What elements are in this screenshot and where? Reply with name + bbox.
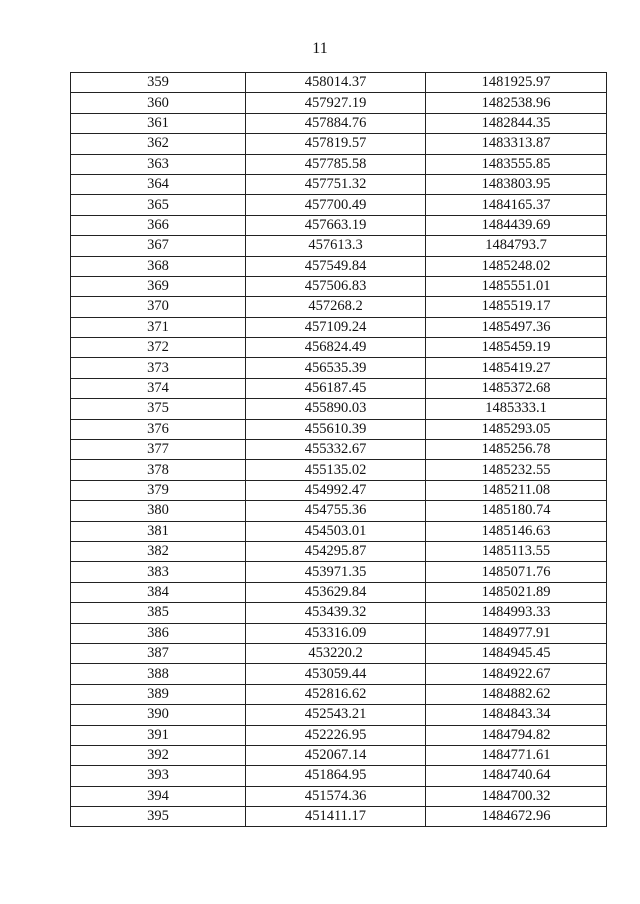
x-coordinate-cell: 458014.37: [246, 73, 426, 93]
point-number-cell: 369: [71, 276, 246, 296]
table-row: [71, 174, 607, 194]
x-coordinate-cell: 453059.44: [246, 664, 426, 684]
y-coordinate-cell: 1485256.78: [426, 440, 607, 460]
x-coordinate-cell: 457506.83: [246, 276, 426, 296]
table-row: [71, 236, 607, 256]
y-coordinate-cell: 1484922.67: [426, 664, 607, 684]
x-coordinate-cell: 455332.67: [246, 440, 426, 460]
point-number-cell: 372: [71, 338, 246, 358]
y-coordinate-cell: 1484843.34: [426, 705, 607, 725]
point-number-cell: 386: [71, 623, 246, 643]
x-coordinate-cell: 457700.49: [246, 195, 426, 215]
x-coordinate-cell: 453316.09: [246, 623, 426, 643]
x-coordinate-cell: 456535.39: [246, 358, 426, 378]
x-coordinate-cell: 452226.95: [246, 725, 426, 745]
table-row: [71, 807, 607, 827]
y-coordinate-cell: 1485232.55: [426, 460, 607, 480]
point-number-cell: 375: [71, 399, 246, 419]
x-coordinate-cell: 456824.49: [246, 338, 426, 358]
table-row: [71, 460, 607, 480]
y-coordinate-cell: 1485372.68: [426, 378, 607, 398]
y-coordinate-cell: 1485293.05: [426, 419, 607, 439]
y-coordinate-cell: 1484793.7: [426, 236, 607, 256]
table-row: [71, 73, 607, 93]
x-coordinate-cell: 453971.35: [246, 562, 426, 582]
table-row: [71, 440, 607, 460]
x-coordinate-cell: 452543.21: [246, 705, 426, 725]
table-row: [71, 317, 607, 337]
y-coordinate-cell: 1485551.01: [426, 276, 607, 296]
point-number-cell: 379: [71, 480, 246, 500]
table-row: [71, 256, 607, 276]
table-row: [71, 745, 607, 765]
table-row: [71, 134, 607, 154]
table-row: [71, 113, 607, 133]
table-row: [71, 603, 607, 623]
x-coordinate-cell: 451411.17: [246, 807, 426, 827]
y-coordinate-cell: 1485211.08: [426, 480, 607, 500]
y-coordinate-cell: 1484945.45: [426, 643, 607, 663]
point-number-cell: 377: [71, 440, 246, 460]
y-coordinate-cell: 1485333.1: [426, 399, 607, 419]
table-row: [71, 643, 607, 663]
point-number-cell: 390: [71, 705, 246, 725]
x-coordinate-cell: 457109.24: [246, 317, 426, 337]
table-body: [71, 73, 607, 827]
point-number-cell: 382: [71, 541, 246, 561]
point-number-cell: 387: [71, 643, 246, 663]
point-number-cell: 361: [71, 113, 246, 133]
point-number-cell: 363: [71, 154, 246, 174]
y-coordinate-cell: 1485146.63: [426, 521, 607, 541]
table-row: [71, 664, 607, 684]
point-number-cell: 360: [71, 93, 246, 113]
x-coordinate-cell: 457613.3: [246, 236, 426, 256]
x-coordinate-cell: 454295.87: [246, 541, 426, 561]
point-number-cell: 388: [71, 664, 246, 684]
point-number-cell: 370: [71, 297, 246, 317]
y-coordinate-cell: 1484740.64: [426, 766, 607, 786]
point-number-cell: 384: [71, 582, 246, 602]
point-number-cell: 391: [71, 725, 246, 745]
table-row: [71, 786, 607, 806]
y-coordinate-cell: 1484672.96: [426, 807, 607, 827]
table-row: [71, 195, 607, 215]
table-row: [71, 338, 607, 358]
point-number-cell: 371: [71, 317, 246, 337]
x-coordinate-cell: 455890.03: [246, 399, 426, 419]
point-number-cell: 381: [71, 521, 246, 541]
y-coordinate-cell: 1483313.87: [426, 134, 607, 154]
table-row: [71, 399, 607, 419]
y-coordinate-cell: 1485071.76: [426, 562, 607, 582]
y-coordinate-cell: 1484882.62: [426, 684, 607, 704]
y-coordinate-cell: 1482538.96: [426, 93, 607, 113]
table-row: [71, 358, 607, 378]
point-number-cell: 367: [71, 236, 246, 256]
point-number-cell: 378: [71, 460, 246, 480]
y-coordinate-cell: 1483555.85: [426, 154, 607, 174]
x-coordinate-cell: 453439.32: [246, 603, 426, 623]
y-coordinate-cell: 1484165.37: [426, 195, 607, 215]
x-coordinate-cell: 457268.2: [246, 297, 426, 317]
x-coordinate-cell: 452067.14: [246, 745, 426, 765]
x-coordinate-cell: 454503.01: [246, 521, 426, 541]
y-coordinate-cell: 1485248.02: [426, 256, 607, 276]
y-coordinate-cell: 1484794.82: [426, 725, 607, 745]
point-number-cell: 389: [71, 684, 246, 704]
table-row: [71, 541, 607, 561]
x-coordinate-cell: 457549.84: [246, 256, 426, 276]
table-row: [71, 521, 607, 541]
y-coordinate-cell: 1485180.74: [426, 501, 607, 521]
x-coordinate-cell: 454755.36: [246, 501, 426, 521]
y-coordinate-cell: 1484439.69: [426, 215, 607, 235]
table-row: [71, 582, 607, 602]
x-coordinate-cell: 455135.02: [246, 460, 426, 480]
y-coordinate-cell: 1485419.27: [426, 358, 607, 378]
point-number-cell: 385: [71, 603, 246, 623]
point-number-cell: 373: [71, 358, 246, 378]
table-row: [71, 766, 607, 786]
page-number: 11: [312, 40, 328, 57]
table-row: [71, 297, 607, 317]
y-coordinate-cell: 1485113.55: [426, 541, 607, 561]
y-coordinate-cell: 1485021.89: [426, 582, 607, 602]
y-coordinate-cell: 1485519.17: [426, 297, 607, 317]
x-coordinate-cell: 451864.95: [246, 766, 426, 786]
x-coordinate-cell: 455610.39: [246, 419, 426, 439]
x-coordinate-cell: 452816.62: [246, 684, 426, 704]
point-number-cell: 362: [71, 134, 246, 154]
x-coordinate-cell: 457927.19: [246, 93, 426, 113]
point-number-cell: 366: [71, 215, 246, 235]
point-number-cell: 376: [71, 419, 246, 439]
point-number-cell: 394: [71, 786, 246, 806]
point-number-cell: 374: [71, 378, 246, 398]
table-row: [71, 562, 607, 582]
point-number-cell: 368: [71, 256, 246, 276]
point-number-cell: 359: [71, 73, 246, 93]
point-number-cell: 393: [71, 766, 246, 786]
table-row: [71, 154, 607, 174]
table-row: [71, 480, 607, 500]
x-coordinate-cell: 457884.76: [246, 113, 426, 133]
y-coordinate-cell: 1484993.33: [426, 603, 607, 623]
y-coordinate-cell: 1481925.97: [426, 73, 607, 93]
y-coordinate-cell: 1485459.19: [426, 338, 607, 358]
table-row: [71, 725, 607, 745]
point-number-cell: 392: [71, 745, 246, 765]
x-coordinate-cell: 457663.19: [246, 215, 426, 235]
table-row: [71, 684, 607, 704]
coordinates-table: [70, 72, 607, 827]
y-coordinate-cell: 1483803.95: [426, 174, 607, 194]
y-coordinate-cell: 1485497.36: [426, 317, 607, 337]
table-row: [71, 419, 607, 439]
x-coordinate-cell: 453220.2: [246, 643, 426, 663]
point-number-cell: 380: [71, 501, 246, 521]
table-row: [71, 93, 607, 113]
x-coordinate-cell: 453629.84: [246, 582, 426, 602]
y-coordinate-cell: 1484700.32: [426, 786, 607, 806]
table-row: [71, 623, 607, 643]
table-row: [71, 378, 607, 398]
x-coordinate-cell: 456187.45: [246, 378, 426, 398]
point-number-cell: 383: [71, 562, 246, 582]
point-number-cell: 395: [71, 807, 246, 827]
table-row: [71, 501, 607, 521]
y-coordinate-cell: 1484977.91: [426, 623, 607, 643]
point-number-cell: 364: [71, 174, 246, 194]
x-coordinate-cell: 451574.36: [246, 786, 426, 806]
point-number-cell: 365: [71, 195, 246, 215]
y-coordinate-cell: 1482844.35: [426, 113, 607, 133]
x-coordinate-cell: 454992.47: [246, 480, 426, 500]
table-row: [71, 276, 607, 296]
table-row: [71, 215, 607, 235]
x-coordinate-cell: 457751.32: [246, 174, 426, 194]
y-coordinate-cell: 1484771.61: [426, 745, 607, 765]
table-row: [71, 705, 607, 725]
x-coordinate-cell: 457819.57: [246, 134, 426, 154]
x-coordinate-cell: 457785.58: [246, 154, 426, 174]
